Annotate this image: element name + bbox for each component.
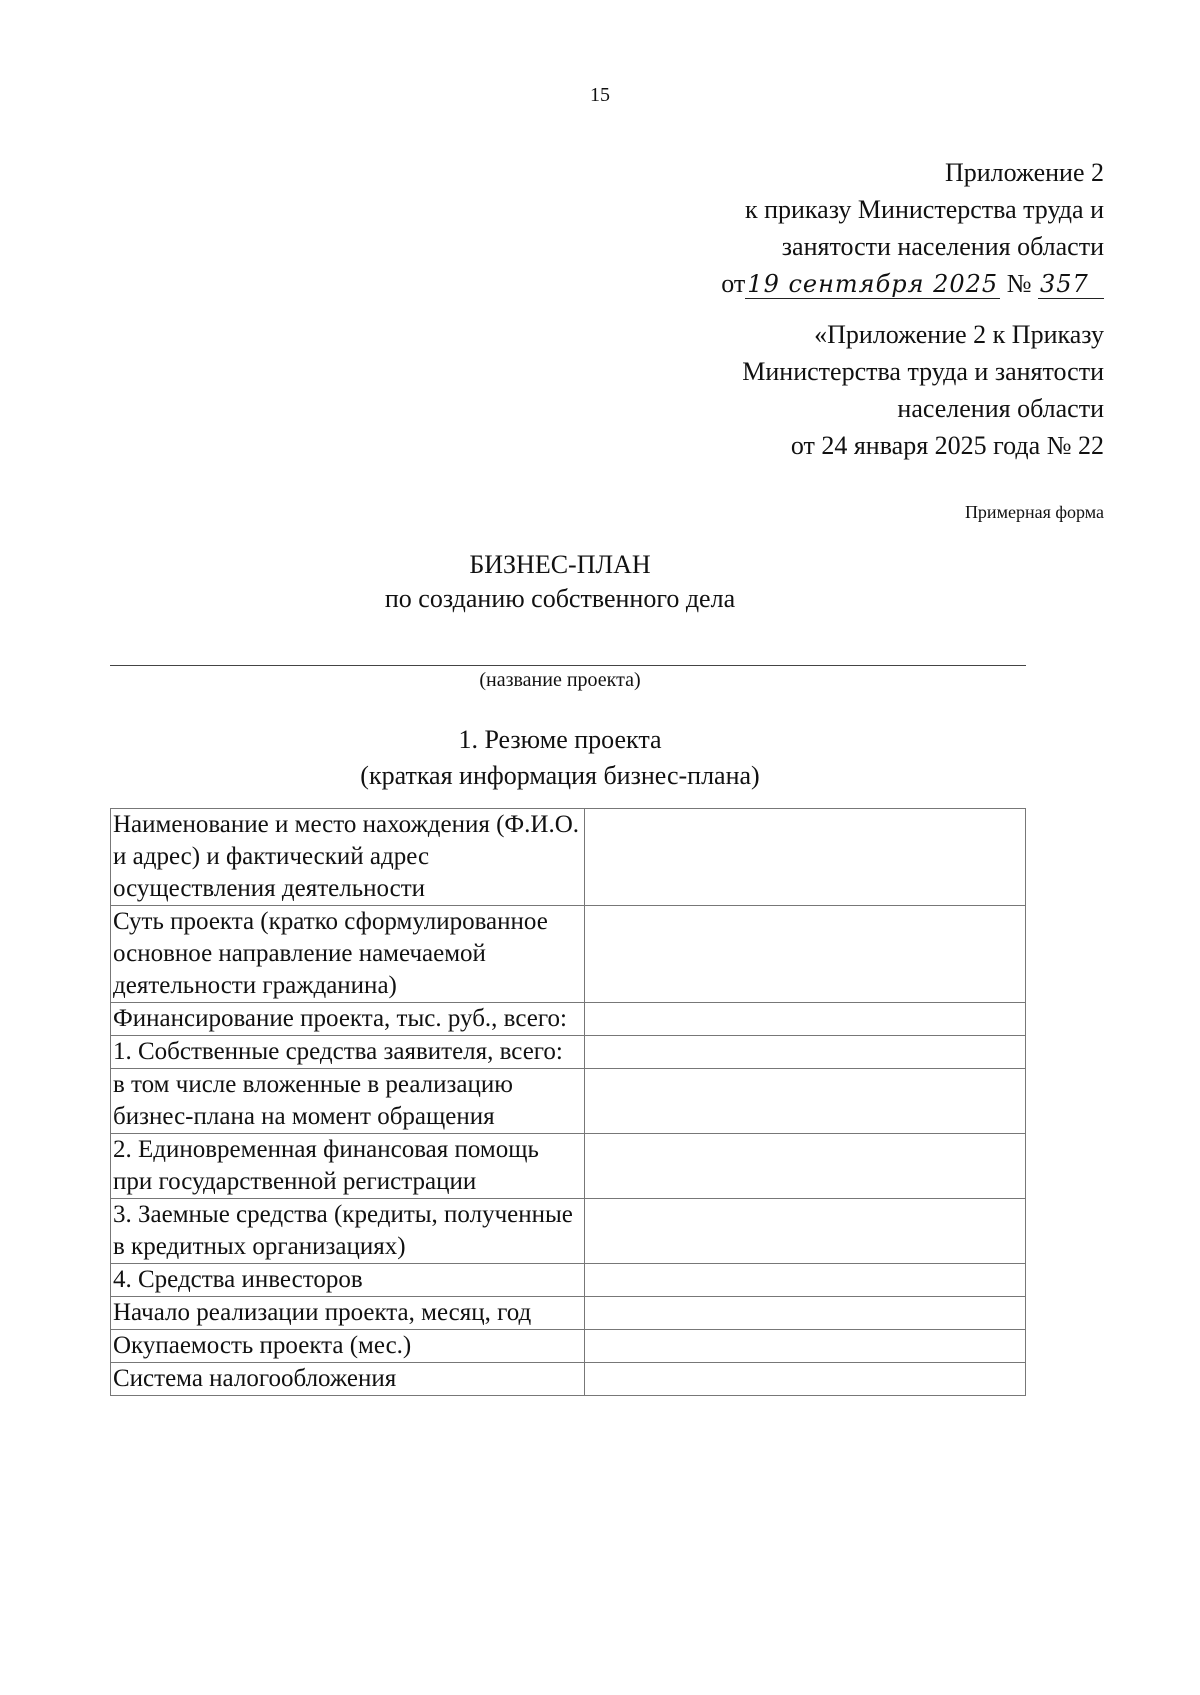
handwritten-date: 19 сентября 2025 [747,270,999,298]
section-subtitle: (краткая информация бизнес-плана) [360,761,760,790]
quoted-appendix-line-1: «Приложение 2 к Приказу [814,320,1104,349]
row-label: в том числе вложенные в реализацию бизнес-плана на момент обращения [111,1069,585,1134]
project-summary-table [110,808,1026,1396]
table-row [111,1069,1026,1134]
row-value [585,1264,1026,1297]
row-label: Суть проекта (кратко сформулированное основное направление намечаемой деятельности гражданина) [111,906,585,1003]
row-value [585,906,1026,1003]
table-row [111,1036,1026,1069]
table-row [111,1363,1026,1396]
appendix-line-2: к приказу Министерства труда и [744,195,1104,224]
row-label: 2. Единовременная финансовая помощь при государственной регистрации [111,1134,585,1199]
quoted-appendix-line-2: Министерства труда и занятости [742,357,1104,386]
date-prefix: от [721,269,746,298]
quoted-appendix-line-3: населения области [897,394,1104,423]
table-row [111,1297,1026,1330]
row-label: Наименование и место нахождения (Ф.И.О. и адрес) и фактический адрес осуществления деятельности [111,809,585,906]
row-value [585,1134,1026,1199]
table-row [111,906,1026,1003]
order-date-number-line [721,265,1104,302]
table-row [111,1003,1026,1036]
project-summary-table-body [111,809,1026,1396]
document-subtitle: по созданию собственного дела [384,584,736,613]
page-number: 15 [590,84,610,106]
section-title: 1. Резюме проекта [458,725,662,754]
document-title-block [0,548,1120,616]
row-label: Начало реализации проекта, месяц, год [111,1297,585,1330]
quoted-appendix [742,316,1104,464]
row-label: 3. Заемные средства (кредиты, полученные в кредитных организациях) [111,1199,585,1264]
row-value [585,1297,1026,1330]
row-label: Система налогообложения [111,1363,585,1396]
section-title-block [0,722,1120,794]
quoted-appendix-line-4: от 24 января 2025 года № 22 [790,431,1104,460]
row-value [585,1199,1026,1264]
project-name-line [110,665,1026,666]
table-row [111,1199,1026,1264]
row-value [585,1036,1026,1069]
row-label: 4. Средства инвесторов [111,1264,585,1297]
table-row [111,809,1026,906]
row-label: 1. Собственные средства заявителя, всего: [111,1036,585,1069]
row-label: Финансирование проекта, тыс. руб., всего: [111,1003,585,1036]
project-name-caption: (название проекта) [479,669,641,691]
form-note: Примерная форма [964,502,1104,522]
appendix-line-3: занятости населения области [781,232,1104,261]
row-label: Окупаемость проекта (мес.) [111,1330,585,1363]
table-row [111,1330,1026,1363]
appendix-header [721,154,1104,302]
row-value [585,1003,1026,1036]
row-value [585,809,1026,906]
row-value [585,1069,1026,1134]
row-value [585,1363,1026,1396]
table-row [111,1134,1026,1199]
handwritten-number: 357 [1038,270,1104,299]
table-row [111,1264,1026,1297]
number-prefix: № [1006,269,1032,298]
document-title: БИЗНЕС-ПЛАН [469,550,651,579]
row-value [585,1330,1026,1363]
appendix-title: Приложение 2 [944,158,1104,187]
